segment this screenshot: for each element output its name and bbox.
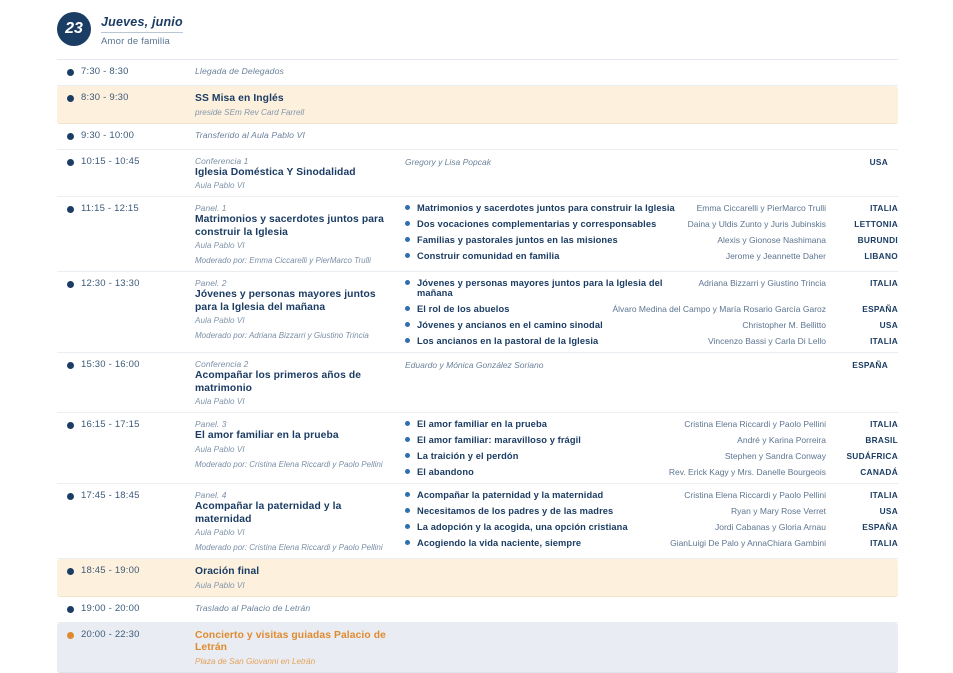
row-title: SS Misa en Inglés (195, 93, 284, 104)
row-country (836, 130, 898, 131)
row-time-cell (57, 130, 195, 141)
list-item[interactable] (405, 467, 898, 477)
bullet-dot-icon (405, 221, 410, 226)
schedule-row[interactable] (57, 623, 898, 673)
item-speaker: Daina y Uldis Zunto y Juris Jubinskis (687, 219, 826, 230)
row-title: Jóvenes y personas mayores juntos para la Iglesia del mañana (195, 289, 376, 313)
row-time-cell (57, 203, 195, 214)
list-item[interactable] (405, 336, 898, 346)
list-item[interactable] (405, 522, 898, 532)
item-country: ESPAÑA (862, 304, 898, 315)
item-title: Jóvenes y personas mayores juntos para la Iglesia del mañana (417, 278, 663, 299)
item-country: ITALIA (870, 490, 898, 501)
item-speaker: GianLuigi De Palo y AnnaChiara Gambini (670, 538, 826, 549)
page-subtitle: Amor de familia (101, 36, 170, 47)
schedule-row[interactable] (57, 60, 898, 86)
row-kicker: Panel. 1 (195, 203, 227, 214)
row-kicker: Panel. 2 (195, 278, 227, 289)
item-speaker: André y Karina Porreira (737, 435, 826, 446)
item-country: SUDÁFRICA (846, 451, 898, 462)
day-number-badge: 23 (57, 12, 91, 46)
item-speaker: Christopher M. Bellitto (742, 320, 826, 331)
row-time-label: 16:15 - 17:15 (81, 419, 140, 431)
item-country: USA (879, 320, 898, 331)
row-note: Llegada de Delegados (195, 66, 284, 76)
row-main-cell (195, 278, 405, 340)
item-title: Jóvenes y ancianos en el camino sinodal (417, 320, 603, 331)
bullet-dot-icon (67, 362, 74, 369)
row-location: Aula Pablo VI (195, 316, 245, 326)
row-location: Aula Pablo VI (195, 397, 245, 407)
row-time-cell (57, 565, 195, 576)
row-time-cell (57, 603, 195, 614)
row-time-cell (57, 419, 195, 430)
row-location: preside SEm Rev Card Farrell (195, 107, 305, 117)
item-title: Familias y pastorales juntos en las misiones (417, 235, 618, 246)
item-speaker: Cristina Elena Riccardi y Paolo Pellini (684, 490, 826, 501)
row-time-label: 15:30 - 16:00 (81, 359, 140, 371)
row-main-cell (195, 203, 405, 265)
row-title: El amor familiar en la prueba (195, 430, 339, 442)
list-item[interactable] (405, 320, 898, 330)
row-time-label: 18:45 - 19:00 (81, 565, 140, 577)
bullet-dot-icon (405, 306, 410, 311)
row-time-label: 9:30 - 10:00 (81, 129, 135, 141)
item-title: El rol de los abuelos (417, 304, 510, 315)
row-main-cell (195, 490, 405, 552)
bullet-dot-icon (405, 437, 410, 442)
item-speaker: Alexis y Gionose Nashimana (717, 235, 826, 246)
bullet-dot-icon (67, 568, 74, 575)
schedule-table (57, 59, 898, 673)
row-title: Concierto y visitas guiadas Palacio de Letrán (195, 629, 386, 654)
item-title: La adopción y la acogida, una opción cristiana (417, 522, 628, 533)
bullet-dot-icon (405, 524, 410, 529)
row-time-label: 8:30 - 9:30 (81, 92, 129, 103)
row-main-cell (195, 603, 405, 613)
item-speaker: Stephen y Sandra Conway (724, 451, 826, 462)
item-speaker: Ryan y Mary Rose Verret (731, 506, 826, 517)
row-main-cell (195, 156, 405, 191)
row-note: Transferido al Aula Pablo VI (195, 129, 306, 140)
row-title: Oración final (195, 566, 260, 578)
bullet-dot-icon (405, 492, 410, 497)
row-country (836, 66, 898, 67)
bullet-dot-icon (67, 133, 74, 140)
list-item[interactable] (405, 435, 898, 445)
item-speaker: Cristina Elena Riccardi y Paolo Pellini (684, 419, 826, 430)
bullet-dot-icon (405, 453, 410, 458)
item-country: LETTONIA (854, 219, 898, 230)
list-item[interactable] (405, 538, 898, 548)
row-time-cell (57, 490, 195, 501)
row-location: Aula Pablo VI (195, 241, 245, 251)
bullet-dot-icon (405, 421, 410, 426)
bullet-dot-icon (405, 540, 410, 545)
row-speaker: Gregory y Lisa Popcak (405, 156, 491, 167)
row-country (836, 629, 898, 630)
row-kicker: Panel. 4 (195, 490, 227, 501)
bullet-dot-icon (67, 159, 74, 166)
row-country (836, 92, 898, 93)
item-country: USA (879, 506, 898, 517)
row-speakers-cell (405, 156, 836, 167)
row-title: Matrimonios y sacerdotes juntos para construir la Iglesia (195, 214, 384, 238)
schedule-row[interactable] (57, 272, 898, 353)
row-country (836, 603, 898, 604)
row-kicker: Conferencia 2 (195, 359, 249, 370)
item-speaker: Jordi Cabanas y Gloria Arnau (714, 522, 826, 533)
item-title: Acogiendo la vida naciente, siempre (417, 538, 582, 549)
row-moderator: Moderado por: Cristina Elena Riccardi y Paolo Pellini (195, 543, 383, 553)
item-country: LIBANO (864, 251, 898, 262)
row-title: Iglesia Doméstica Y Sinodalidad (195, 166, 356, 178)
schedule-row[interactable] (57, 413, 898, 484)
bullet-dot-icon (405, 508, 410, 513)
row-location: Aula Pablo VI (195, 580, 245, 590)
item-country: ITALIA (870, 538, 898, 549)
row-time-cell (57, 66, 195, 77)
row-country: ESPAÑA (852, 360, 888, 371)
row-title: Acompañar los primeros años de matrimonio (195, 370, 362, 394)
bullet-dot-icon (67, 422, 74, 429)
row-time-label: 7:30 - 8:30 (81, 66, 129, 77)
bullet-dot-icon (67, 606, 74, 613)
row-speakers-cell (405, 490, 898, 548)
row-country: USA (869, 156, 888, 167)
item-speaker: Vincenzo Bassi y Carla Di Lello (708, 336, 826, 347)
row-time-cell (57, 92, 195, 103)
schedule-row[interactable] (57, 559, 898, 597)
row-main-cell (195, 66, 405, 76)
row-time-label: 20:00 - 22:30 (81, 628, 140, 640)
row-time-cell (57, 156, 195, 167)
bullet-dot-icon (67, 632, 74, 639)
list-item[interactable] (405, 278, 898, 298)
item-title: Acompañar la paternidad y la maternidad (417, 490, 604, 501)
item-country: ITALIA (870, 278, 898, 289)
schedule-row[interactable] (57, 353, 898, 413)
panel-item-list (405, 203, 898, 261)
row-main-cell (195, 130, 405, 140)
bullet-dot-icon (405, 338, 410, 343)
item-country: ITALIA (870, 336, 898, 347)
row-time-label: 10:15 - 10:45 (81, 155, 140, 167)
row-country (836, 565, 898, 566)
schedule-row[interactable] (57, 150, 898, 198)
schedule-row[interactable] (57, 124, 898, 150)
page-header (0, 0, 953, 47)
row-moderator: Moderado por: Adriana Bizzarri y Giustino Trincia (195, 331, 369, 341)
bullet-dot-icon (405, 469, 410, 474)
list-item[interactable] (405, 304, 898, 314)
panel-item-list (405, 419, 898, 477)
row-note: Traslado al Palacio de Letrán (195, 602, 311, 613)
row-time-label: 11:15 - 12:15 (81, 203, 139, 215)
item-speaker: Emma Ciccarelli y PierMarco Trulli (696, 203, 826, 214)
row-location: Aula Pablo VI (195, 181, 245, 191)
row-main-cell (195, 359, 405, 406)
item-country: ITALIA (870, 419, 898, 430)
bullet-dot-icon (67, 493, 74, 500)
row-moderator: Moderado por: Cristina Elena Riccardi y Paolo Pellini (195, 459, 383, 469)
item-title: Construir comunidad en familia (417, 251, 560, 262)
row-speaker: Eduardo y Mónica González Soriano (405, 360, 544, 371)
schedule-row[interactable] (57, 597, 898, 623)
row-main-cell (195, 419, 405, 469)
item-country: ESPAÑA (862, 522, 898, 533)
list-item[interactable] (405, 419, 898, 429)
row-time-cell (57, 629, 195, 640)
list-item[interactable] (405, 251, 898, 261)
row-time-cell (57, 359, 195, 370)
panel-item-list (405, 278, 898, 346)
panel-item-list (405, 490, 898, 548)
item-title: El amor familiar: maravilloso y frágil (417, 435, 581, 446)
row-main-cell (195, 629, 405, 666)
row-main-cell (195, 565, 405, 590)
row-time-label: 12:30 - 13:30 (81, 278, 140, 290)
schedule-row[interactable] (57, 197, 898, 272)
row-kicker: Panel. 3 (195, 419, 227, 430)
item-title: Dos vocaciones complementarias y corresponsables (417, 219, 657, 230)
row-main-cell (195, 92, 405, 117)
row-speakers-cell (405, 359, 836, 370)
bullet-dot-icon (405, 237, 410, 242)
item-title: La traición y el perdón (417, 451, 519, 462)
bullet-dot-icon (67, 206, 74, 213)
row-speakers-cell (405, 278, 898, 346)
row-time-label: 17:45 - 18:45 (81, 490, 140, 502)
schedule-row[interactable] (57, 86, 898, 124)
bullet-dot-icon (67, 95, 74, 102)
bullet-dot-icon (67, 69, 74, 76)
item-title: Los ancianos en la pastoral de la Iglesia (417, 336, 599, 347)
item-title: Matrimonios y sacerdotes juntos para construir la Iglesia (417, 203, 675, 214)
list-item[interactable] (405, 203, 898, 213)
list-item[interactable] (405, 490, 898, 500)
row-moderator: Moderado por: Emma Ciccarelli y PierMarco Trulli (195, 256, 371, 266)
bullet-dot-icon (405, 322, 410, 327)
row-location: Plaza de San Giovanni en Letrán (195, 657, 316, 667)
list-item[interactable] (405, 235, 898, 245)
item-speaker: Jerome y Jeannette Daher (725, 251, 826, 262)
row-speakers-cell (405, 419, 898, 477)
page-date: Jueves, junio (101, 15, 183, 33)
row-time-label: 19:00 - 20:00 (81, 602, 140, 614)
header-text (101, 12, 183, 47)
item-country: ITALIA (870, 203, 898, 214)
item-title: Necesitamos de los padres y de las madres (417, 506, 614, 517)
item-country: BRASIL (865, 435, 898, 446)
item-title: El amor familiar en la prueba (417, 419, 548, 430)
item-speaker: Álvaro Medina del Campo y María Rosario García Garoz (612, 304, 826, 315)
bullet-dot-icon (405, 253, 410, 258)
row-location: Aula Pablo VI (195, 444, 245, 454)
list-item[interactable] (405, 506, 898, 516)
bullet-dot-icon (67, 281, 74, 288)
item-country: BURUNDI (857, 235, 898, 246)
row-time-cell (57, 278, 195, 289)
row-title: Acompañar la paternidad y la maternidad (195, 501, 342, 525)
bullet-dot-icon (405, 280, 410, 285)
list-item[interactable] (405, 451, 898, 461)
row-kicker: Conferencia 1 (195, 155, 249, 166)
item-speaker: Adriana Bizzarri y Giustino Trincia (698, 278, 826, 289)
list-item[interactable] (405, 219, 898, 229)
row-location: Aula Pablo VI (195, 528, 245, 538)
item-speaker: Rev. Erick Kagy y Mrs. Danelle Bourgeois (668, 467, 826, 478)
schedule-row[interactable] (57, 484, 898, 559)
bullet-dot-icon (405, 205, 410, 210)
item-title: El abandono (417, 467, 474, 478)
row-speakers-cell (405, 203, 898, 261)
item-country: CANADÁ (860, 467, 898, 478)
